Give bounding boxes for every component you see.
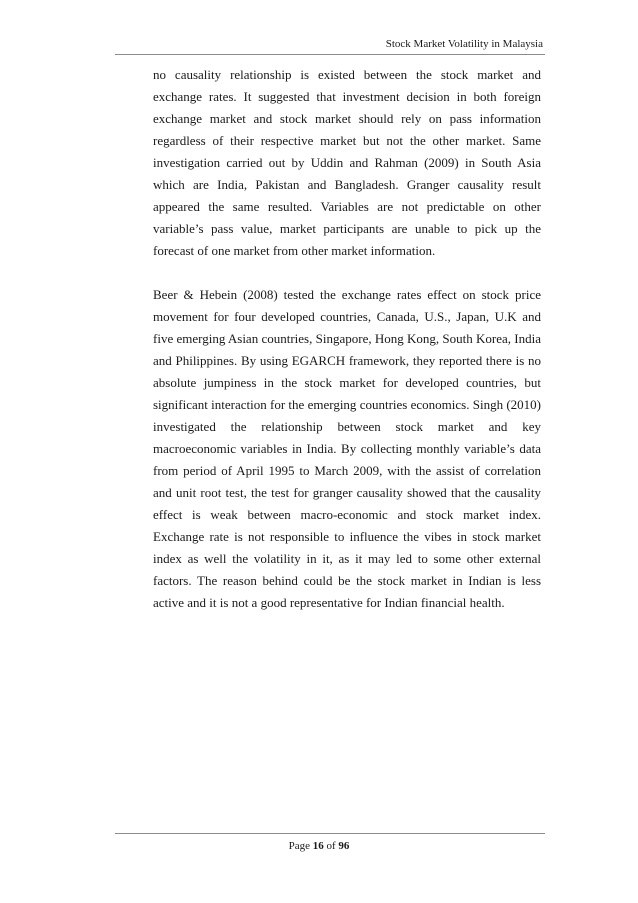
page-label: Page xyxy=(288,840,310,852)
header-divider xyxy=(115,54,545,55)
page-current: 16 xyxy=(312,840,324,852)
page-number xyxy=(0,839,638,853)
of-label: of xyxy=(326,840,336,852)
page-total: 96 xyxy=(338,840,350,852)
footer-divider xyxy=(115,833,545,834)
running-header: Stock Market Volatility in Malaysia xyxy=(385,38,543,50)
paragraph-1: no causality relationship is existed between the stock market and exchange rates. It suggested that investment decision in both foreign exchange market and stock market should rely on pass information regardless of their respective market but not the other market. Same investigation carried out by Uddin and Rahman (2009) in South Asia which are India, Pakistan and Bangladesh. Granger causality result appeared the same resulted. Variables are not predictable on other variable’s pass value, market participants are unable to pick up the forecast of one market from other market information. xyxy=(153,67,541,258)
body-text xyxy=(153,64,541,614)
paragraph-2: Beer & Hebein (2008) tested the exchange rates effect on stock price movement for four developed countries, Canada, U.S., Japan, U.K and five emerging Asian countries, Singapore, Hong Kong, South Korea, India and Philippines. By using EGARCH framework, they reported there is no absolute jumpiness in the stock market for developed countries, but significant interaction for the emerging countries economics. Singh (2010) investigated the relationship between stock market and key macroeconomic variables in India. By collecting monthly variable’s data from period of April 1995 to March 2009, with the assist of correlation and unit root test, the test for granger causality showed that the causality effect is weak between macro-economic and stock market index. Exchange rate is not responsible to influence the vibes in stock market index as well the volatility in it, as it may led to some other external factors. The reason behind could be the stock market in Indian is less active and it is not a good representative for Indian financial health. xyxy=(153,287,541,610)
